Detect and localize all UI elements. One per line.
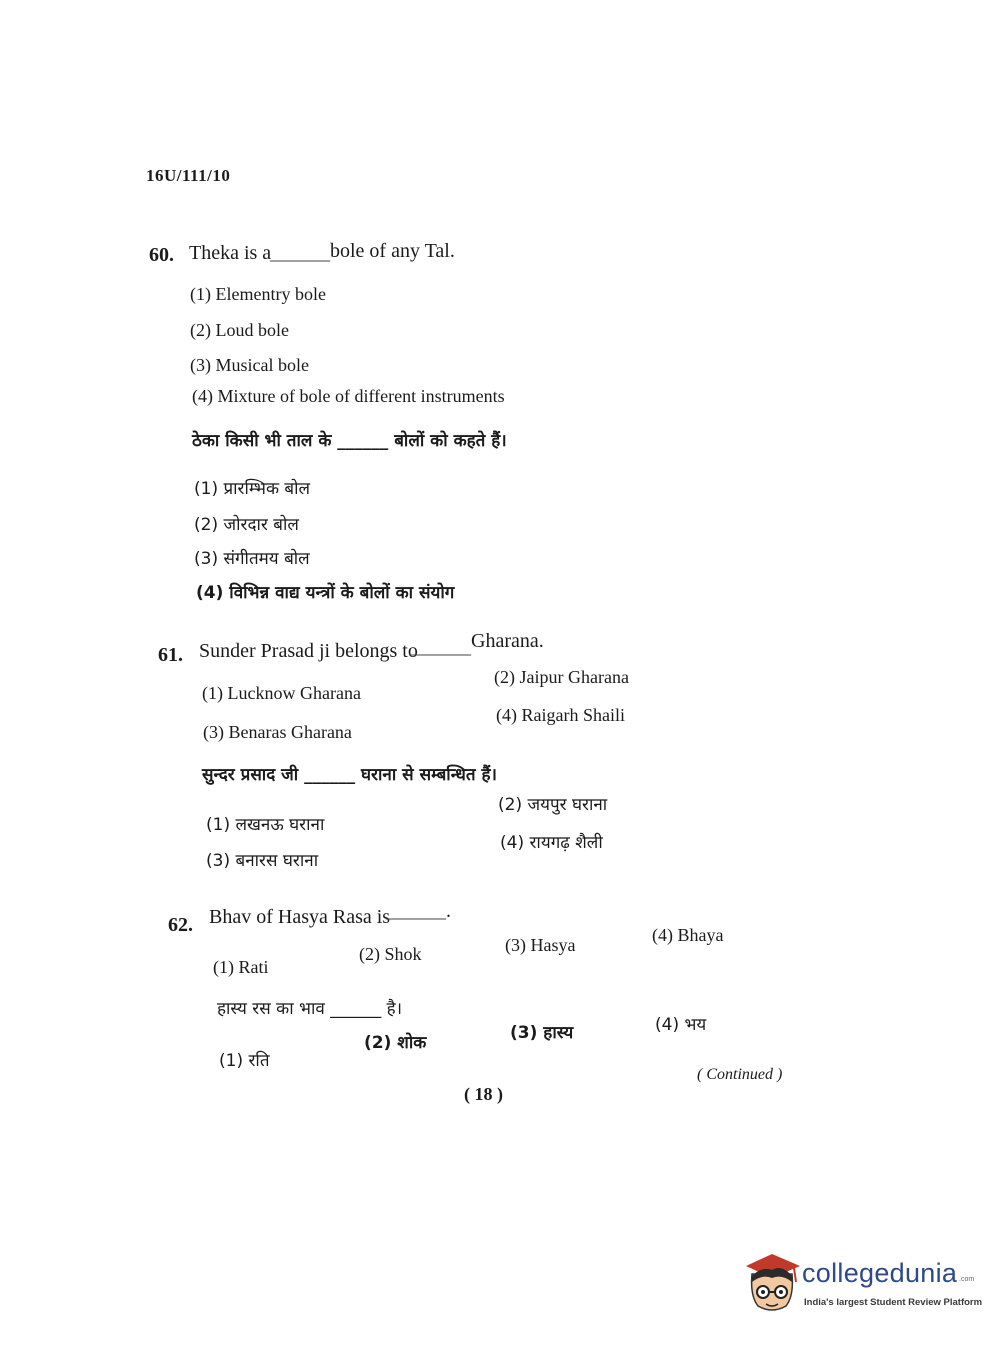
brand-tagline: India's largest Student Review Platform — [804, 1297, 983, 1308]
page-number: ( 18 ) — [464, 1084, 503, 1104]
option-4: (4) Bhaya — [652, 925, 724, 945]
option-4: (4) Mixture of bole of different instruments — [192, 386, 505, 406]
option-4: (4) Raigarh Shaili — [496, 705, 625, 725]
question-text-end: bole of any Tal. — [330, 240, 455, 262]
hindi-option-1: (1) लखनऊ घराना — [206, 815, 325, 835]
option-1: (1) Elementry bole — [190, 284, 326, 304]
question-text-start: Sunder Prasad ji belongs to — [199, 640, 418, 662]
question-number: 62. — [168, 914, 193, 936]
option-3: (3) Musical bole — [190, 355, 309, 375]
option-3: (3) Hasya — [505, 935, 576, 955]
question-blank: ______ — [270, 242, 330, 264]
option-1: (1) Lucknow Gharana — [202, 683, 361, 703]
question-number: 61. — [158, 644, 183, 666]
question-text-start: Bhav of Hasya Rasa is — [209, 906, 391, 928]
brand-suffix: .com — [959, 1276, 975, 1283]
hindi-option-4: (4) विभिन्न वाद्य यन्त्रों के बोलों का संयोग — [196, 583, 455, 603]
option-3: (3) Benaras Gharana — [203, 722, 352, 742]
option-1: (1) Rati — [213, 957, 269, 977]
hindi-option-1: (1) प्रारम्भिक बोल — [194, 479, 311, 499]
paper-code: 16U/111/10 — [146, 166, 231, 185]
hindi-option-2: (2) शोक — [364, 1033, 427, 1053]
option-2: (2) Shok — [359, 944, 422, 964]
question-text-end: . — [446, 900, 451, 922]
hindi-option-4: (4) रायगढ़ शैली — [500, 833, 603, 853]
hindi-question-text: हास्य रस का भाव ______ है। — [217, 999, 403, 1019]
hindi-option-4: (4) भय — [655, 1015, 707, 1035]
hindi-option-3: (3) बनारस घराना — [206, 851, 319, 871]
brand-name: collegedunia — [802, 1258, 958, 1288]
question-number: 60. — [149, 244, 174, 266]
option-2: (2) Loud bole — [190, 320, 289, 340]
option-2: (2) Jaipur Gharana — [494, 667, 629, 687]
question-text-end: Gharana. — [471, 630, 544, 652]
continued-label: ( Continued ) — [697, 1066, 783, 1083]
question-text-start: Theka is a — [189, 242, 272, 264]
hindi-option-2: (2) जोरदार बोल — [194, 515, 299, 535]
hindi-option-3: (3) संगीतमय बोल — [194, 549, 310, 569]
hindi-option-1: (1) रति — [219, 1051, 270, 1071]
hindi-option-3: (3) हास्य — [510, 1023, 574, 1043]
mascot-icon — [742, 1252, 802, 1316]
hindi-option-2: (2) जयपुर घराना — [498, 795, 608, 815]
question-blank: ______ — [386, 900, 446, 922]
hindi-question-text: सुन्दर प्रसाद जी ______ घराना से सम्बन्धित हैं। — [202, 765, 497, 785]
question-blank: ______ — [411, 636, 471, 658]
hindi-question-text: ठेका किसी भी ताल के ______ बोलों को कहते हैं। — [192, 431, 507, 451]
